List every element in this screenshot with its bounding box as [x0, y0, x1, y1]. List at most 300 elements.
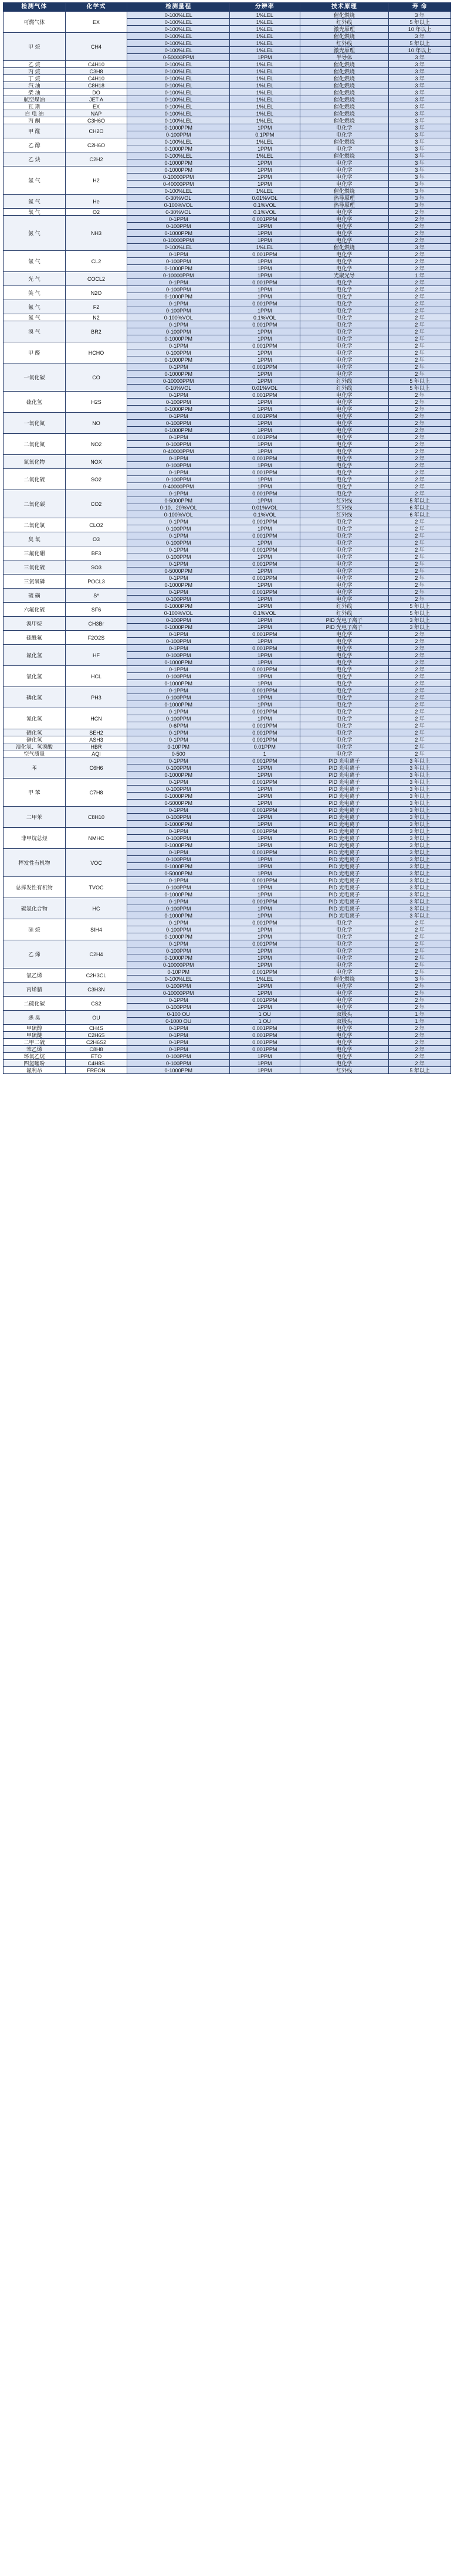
resolution-cell: 1PPM [230, 884, 300, 891]
resolution-cell: 0.01%VOL [230, 504, 300, 511]
gas-name-cell: 航空煤油 [4, 96, 66, 103]
detection-range-cell: 0-10、20%VOL [127, 504, 230, 511]
service-life-cell: 3 年 [389, 195, 451, 202]
chemical-formula-cell: ASH3 [65, 736, 127, 743]
resolution-cell: 1%LEL [230, 75, 300, 82]
technology-cell: 电化学 [300, 1060, 389, 1067]
resolution-cell: 0.001PPM [230, 968, 300, 976]
service-life-cell: 3 年以上 [389, 757, 451, 764]
service-life-cell: 2 年 [389, 406, 451, 413]
technology-cell: 电化学 [300, 525, 389, 532]
gas-name-cell: 瓦 斯 [4, 103, 66, 110]
technology-cell: 电化学 [300, 307, 389, 314]
gas-name-cell: 四氢噻吩 [4, 1060, 66, 1067]
resolution-cell: 1%LEL [230, 12, 300, 19]
detection-range-cell: 0-1PPM [127, 532, 230, 539]
gas-name-cell: 环氧乙烷 [4, 1053, 66, 1060]
resolution-cell: 1PPM [230, 933, 300, 940]
chemical-formula-cell: BR2 [65, 321, 127, 342]
technology-cell: 电化学 [300, 265, 389, 272]
service-life-cell: 2 年 [389, 546, 451, 553]
technology-cell: 催化燃烧 [300, 103, 389, 110]
chemical-formula-cell: C7H8 [65, 779, 127, 807]
detection-range-cell: 0-100PPM [127, 617, 230, 624]
gas-name-cell: 二甲二硫 [4, 1039, 66, 1046]
technology-cell: PID 光电离子 [300, 891, 389, 898]
detection-range-cell: 0-1PPM [127, 363, 230, 371]
service-life-cell: 2 年 [389, 434, 451, 441]
table-row [4, 152, 451, 159]
chemical-formula-cell: ETO [65, 1053, 127, 1060]
resolution-cell: 1PPM [230, 124, 300, 131]
resolution-cell: 0.001PPM [230, 722, 300, 729]
technology-cell: 电化学 [300, 673, 389, 680]
technology-cell: PID 光电离子 [300, 863, 389, 870]
gas-name-cell: 乙 烯 [4, 940, 66, 968]
detection-range-cell: 0-100PPM [127, 441, 230, 448]
technology-cell: 催化燃烧 [300, 96, 389, 103]
gas-name-cell: 三氧化硫 [4, 560, 66, 575]
chemical-formula-cell: HF [65, 645, 127, 666]
detection-range-cell: 0-1PPM [127, 1046, 230, 1053]
resolution-cell: 0.001PPM [230, 455, 300, 462]
service-life-cell: 2 年 [389, 314, 451, 321]
resolution-cell: 0.1%VOL [230, 202, 300, 209]
resolution-cell: 1%LEL [230, 33, 300, 40]
resolution-cell: 1PPM [230, 1067, 300, 1074]
table-row [4, 110, 451, 117]
service-life-cell: 2 年 [389, 997, 451, 1004]
detection-range-cell: 0-1000PPM [127, 356, 230, 363]
resolution-cell: 0.001PPM [230, 342, 300, 349]
detection-range-cell: 0-1PPM [127, 708, 230, 715]
detection-range-cell: 0-100%LEL [127, 152, 230, 159]
service-life-cell: 2 年 [389, 659, 451, 666]
service-life-cell: 2 年 [389, 356, 451, 363]
table-row [4, 708, 451, 715]
detection-range-cell: 0-100PPM [127, 286, 230, 293]
detection-range-cell: 0-1000PPM [127, 371, 230, 378]
detection-range-cell: 0-5000PPM [127, 567, 230, 575]
gas-name-cell: 丁 烷 [4, 75, 66, 82]
chemical-formula-cell: NAP [65, 110, 127, 117]
detection-range-cell: 0-1000PPM [127, 335, 230, 342]
chemical-formula-cell: SEH2 [65, 729, 127, 736]
resolution-cell: 1%LEL [230, 40, 300, 47]
technology-cell: 双极头 [300, 1018, 389, 1025]
table-row [4, 272, 451, 279]
service-life-cell: 3 年 [389, 12, 451, 19]
gas-name-cell: 三氯氧磷 [4, 575, 66, 589]
service-life-cell: 2 年 [389, 750, 451, 757]
resolution-cell: 1PPM [230, 420, 300, 427]
detection-range-cell: 0-100%LEL [127, 82, 230, 89]
technology-cell: 催化燃烧 [300, 68, 389, 75]
detection-range-cell: 0-1000PPM [127, 772, 230, 779]
service-life-cell: 2 年 [389, 933, 451, 940]
detection-range-cell: 0-100%VOL [127, 314, 230, 321]
resolution-cell: 1PPM [230, 265, 300, 272]
service-life-cell: 2 年 [389, 539, 451, 546]
table-row [4, 300, 451, 307]
service-life-cell: 2 年 [389, 371, 451, 378]
service-life-cell: 1 年 [389, 1018, 451, 1025]
resolution-cell: 1PPM [230, 582, 300, 589]
gas-name-cell: 硅 烷 [4, 919, 66, 940]
table-row [4, 1046, 451, 1053]
detection-range-cell: 0-1000PPM [127, 145, 230, 152]
chemical-formula-cell: C3H3N [65, 983, 127, 997]
detection-range-cell: 0-1000PPM [127, 427, 230, 434]
gas-name-cell: 甲 醛 [4, 124, 66, 138]
detection-range-cell: 0-100%LEL [127, 75, 230, 82]
gas-name-cell: 光 气 [4, 272, 66, 286]
technology-cell: 热导原理 [300, 202, 389, 209]
chemical-formula-cell: CO [65, 363, 127, 392]
gas-name-cell: 氯化氢 [4, 666, 66, 687]
detection-range-cell: 0-100PPM [127, 1004, 230, 1011]
gas-name-cell: 磷化氢 [4, 687, 66, 708]
gas-name-cell: 乙 烷 [4, 61, 66, 68]
service-life-cell: 3 年 [389, 188, 451, 195]
table-row [4, 560, 451, 567]
gas-name-cell: 白 电 油 [4, 110, 66, 117]
service-life-cell: 3 年 [389, 138, 451, 145]
technology-cell: PID 光电离子 [300, 898, 389, 905]
detection-range-cell: 0-100PPM [127, 694, 230, 701]
table-row [4, 983, 451, 990]
service-life-cell: 2 年 [389, 258, 451, 265]
technology-cell: 电化学 [300, 490, 389, 497]
gas-name-cell: 氰化氢 [4, 708, 66, 729]
table-row [4, 455, 451, 462]
technology-cell: 电化学 [300, 279, 389, 286]
technology-cell: 电化学 [300, 729, 389, 736]
technology-cell: 电化学 [300, 553, 389, 560]
table-row [4, 138, 451, 145]
resolution-cell: 1PPM [230, 1053, 300, 1060]
chemical-formula-cell: HCL [65, 666, 127, 687]
technology-cell: PID 光电离子 [300, 757, 389, 764]
table-row [4, 166, 451, 174]
detection-range-cell: 0-100%LEL [127, 47, 230, 54]
gas-name-cell: 溴甲烷 [4, 617, 66, 631]
technology-cell: 红外线 [300, 378, 389, 385]
chemical-formula-cell: CL2 [65, 251, 127, 272]
resolution-cell: 0.001PPM [230, 919, 300, 926]
detection-range-cell: 0-100PPM [127, 539, 230, 546]
resolution-cell: 1PPM [230, 567, 300, 575]
resolution-cell: 0.001PPM [230, 469, 300, 476]
gas-name-cell: 氟化氢 [4, 645, 66, 666]
chemical-formula-cell: COCL2 [65, 272, 127, 286]
detection-range-cell: 0-1PPM [127, 1025, 230, 1032]
detection-range-cell: 0-1PPM [127, 631, 230, 638]
service-life-cell: 2 年 [389, 715, 451, 722]
service-life-cell: 2 年 [389, 518, 451, 525]
service-life-cell: 2 年 [389, 694, 451, 701]
resolution-cell: 0.001PPM [230, 1032, 300, 1039]
resolution-cell: 0.001PPM [230, 631, 300, 638]
detection-range-cell: 0-100%LEL [127, 117, 230, 124]
technology-cell: 电化学 [300, 181, 389, 188]
service-life-cell: 2 年 [389, 582, 451, 589]
resolution-cell: 1PPM [230, 764, 300, 772]
technology-cell: 电化学 [300, 1039, 389, 1046]
chemical-formula-cell: H2 [65, 166, 127, 195]
table-row [4, 469, 451, 476]
gas-name-cell: 柴 油 [4, 89, 66, 96]
technology-cell: 电化学 [300, 209, 389, 216]
detection-range-cell: 0-100PPM [127, 715, 230, 722]
resolution-cell: 1%LEL [230, 110, 300, 117]
service-life-cell: 3 年 [389, 131, 451, 138]
service-life-cell: 2 年 [389, 293, 451, 300]
resolution-cell: 1PPM [230, 145, 300, 152]
technology-cell: 电化学 [300, 968, 389, 976]
technology-cell: 电化学 [300, 1004, 389, 1011]
detection-range-cell: 0-100%LEL [127, 68, 230, 75]
technology-cell: 电化学 [300, 518, 389, 525]
technology-cell: 电化学 [300, 582, 389, 589]
resolution-cell: 1PPM [230, 378, 300, 385]
detection-range-cell: 0-10000PPM [127, 378, 230, 385]
gas-name-cell: 丙 酮 [4, 117, 66, 124]
detection-range-cell: 0-1000PPM [127, 680, 230, 687]
service-life-cell: 3 年 [389, 61, 451, 68]
resolution-cell: 0.001PPM [230, 729, 300, 736]
technology-cell: 催化燃烧 [300, 75, 389, 82]
detection-range-cell: 0-1000PPM [127, 603, 230, 610]
service-life-cell: 3 年 [389, 166, 451, 174]
technology-cell: 电化学 [300, 954, 389, 961]
service-life-cell: 3 年 [389, 124, 451, 131]
detection-range-cell: 0-100PPM [127, 764, 230, 772]
technology-cell: 红外线 [300, 40, 389, 47]
resolution-cell: 1PPM [230, 166, 300, 174]
service-life-cell: 2 年 [389, 399, 451, 406]
chemical-formula-cell: C2H6S2 [65, 1039, 127, 1046]
chemical-formula-cell: TVOC [65, 877, 127, 898]
detection-range-cell: 0-1000PPM [127, 891, 230, 898]
detection-range-cell: 0-100PPM [127, 856, 230, 863]
table-row [4, 1032, 451, 1039]
service-life-cell: 3 年 [389, 82, 451, 89]
chemical-formula-cell: O2 [65, 209, 127, 216]
technology-cell: 电化学 [300, 462, 389, 469]
detection-range-cell: 0-1PPM [127, 560, 230, 567]
resolution-cell: 1PPM [230, 399, 300, 406]
resolution-cell: 1%LEL [230, 89, 300, 96]
technology-cell: 电化学 [300, 687, 389, 694]
technology-cell: PID 光电离子 [300, 772, 389, 779]
table-row [4, 413, 451, 420]
detection-range-cell: 0-100%LEL [127, 188, 230, 195]
resolution-cell: 0.001PPM [230, 392, 300, 399]
resolution-cell: 1PPM [230, 223, 300, 230]
service-life-cell: 5 年以上 [389, 40, 451, 47]
chemical-formula-cell: C2H6S [65, 1032, 127, 1039]
detection-range-cell: 0-1PPM [127, 736, 230, 743]
service-life-cell: 2 年 [389, 349, 451, 356]
detection-range-cell: 0-1PPM [127, 919, 230, 926]
resolution-cell: 1PPM [230, 230, 300, 237]
technology-cell: 电化学 [300, 750, 389, 757]
table-row [4, 96, 451, 103]
detection-range-cell: 0-1PPM [127, 940, 230, 947]
technology-cell: 催化燃烧 [300, 110, 389, 117]
gas-name-cell: 砷化氢 [4, 736, 66, 743]
detection-range-cell: 0-100PPM [127, 983, 230, 990]
table-row [4, 33, 451, 40]
service-life-cell: 2 年 [389, 209, 451, 216]
technology-cell: 电化学 [300, 230, 389, 237]
chemical-formula-cell: HCHO [65, 342, 127, 363]
service-life-cell: 2 年 [389, 279, 451, 286]
detection-range-cell: 0-100%LEL [127, 244, 230, 251]
detection-range-cell: 0-100%VOL [127, 202, 230, 209]
service-life-cell: 10 年以上 [389, 26, 451, 33]
service-life-cell: 2 年 [389, 940, 451, 947]
service-life-cell: 3 年以上 [389, 877, 451, 884]
table-row [4, 666, 451, 673]
resolution-cell: 1PPM [230, 659, 300, 666]
chemical-formula-cell: H2S [65, 392, 127, 413]
chemical-formula-cell: CH4 [65, 33, 127, 61]
service-life-cell: 2 年 [389, 300, 451, 307]
table-row [4, 1039, 451, 1046]
resolution-cell: 1PPM [230, 814, 300, 821]
resolution-cell: 1PPM [230, 673, 300, 680]
chemical-formula-cell: NO2 [65, 434, 127, 455]
resolution-cell: 1%LEL [230, 26, 300, 33]
resolution-cell: 1PPM [230, 905, 300, 912]
detection-range-cell: 0-100%LEL [127, 26, 230, 33]
detection-range-cell: 0-1000PPM [127, 793, 230, 800]
chemical-formula-cell: C6H6 [65, 757, 127, 779]
detection-range-cell: 0-1PPM [127, 392, 230, 399]
resolution-cell: 0.001PPM [230, 532, 300, 539]
table-row [4, 997, 451, 1004]
service-life-cell: 5 年以上 [389, 385, 451, 392]
detection-range-cell: 0-1000PPM [127, 842, 230, 849]
service-life-cell: 3 年以上 [389, 898, 451, 905]
detection-range-cell: 0-100PPM [127, 328, 230, 335]
resolution-cell: 0.001PPM [230, 546, 300, 553]
service-life-cell: 2 年 [389, 1025, 451, 1032]
resolution-cell: 1PPM [230, 293, 300, 300]
detection-range-cell: 0-100PPM [127, 553, 230, 560]
resolution-cell: 1PPM [230, 603, 300, 610]
gas-spec-table [3, 2, 451, 1074]
gas-name-cell: 三氟化硼 [4, 546, 66, 560]
detection-range-cell: 0-50000PPM [127, 54, 230, 61]
detection-range-cell: 0-10000PPM [127, 961, 230, 968]
table-row [4, 603, 451, 610]
detection-range-cell: 0-1000PPM [127, 406, 230, 413]
technology-cell: 电化学 [300, 237, 389, 244]
service-life-cell: 2 年 [389, 490, 451, 497]
detection-range-cell: 0-1PPM [127, 645, 230, 652]
service-life-cell: 2 年 [389, 532, 451, 539]
detection-range-cell: 0-100PPM [127, 814, 230, 821]
resolution-cell: 1PPM [230, 821, 300, 828]
resolution-cell: 1PPM [230, 159, 300, 166]
resolution-cell: 0.001PPM [230, 757, 300, 764]
resolution-cell: 0.001PPM [230, 575, 300, 582]
resolution-cell: 1PPM [230, 624, 300, 631]
service-life-cell: 5 年以上 [389, 610, 451, 617]
resolution-cell: 1PPM [230, 54, 300, 61]
chemical-formula-cell: BF3 [65, 546, 127, 560]
table-row [4, 877, 451, 884]
resolution-cell: 1PPM [230, 835, 300, 842]
gas-name-cell: 碳氢化合物 [4, 898, 66, 919]
gas-name-cell: 溴化氢、氢溴酸 [4, 743, 66, 750]
detection-range-cell: 0-1000PPM [127, 701, 230, 708]
resolution-cell: 1 OU [230, 1011, 300, 1018]
technology-cell: 催化燃烧 [300, 138, 389, 145]
technology-cell: 电化学 [300, 940, 389, 947]
service-life-cell: 3 年 [389, 33, 451, 40]
technology-cell: 电化学 [300, 567, 389, 575]
table-row [4, 546, 451, 553]
table-row [4, 743, 451, 750]
detection-range-cell: 0-100PPM [127, 926, 230, 933]
resolution-cell: 1PPM [230, 912, 300, 919]
technology-cell: PID 光电离子 [300, 828, 389, 835]
gas-name-cell: 丙烯腈 [4, 983, 66, 997]
table-row [4, 729, 451, 736]
table-row [4, 919, 451, 926]
detection-range-cell: 0-5000PPM [127, 800, 230, 807]
technology-cell: 电化学 [300, 131, 389, 138]
technology-cell: 电化学 [300, 652, 389, 659]
detection-range-cell: 0-100%LEL [127, 12, 230, 19]
gas-name-cell: 一氧化氮 [4, 413, 66, 434]
service-life-cell: 2 年 [389, 954, 451, 961]
technology-cell: 电化学 [300, 947, 389, 954]
service-life-cell: 2 年 [389, 743, 451, 750]
detection-range-cell: 0-1000PPM [127, 912, 230, 919]
gas-name-cell: 甲 烷 [4, 33, 66, 61]
chemical-formula-cell: CO2 [65, 490, 127, 518]
technology-cell: PID 光电离子 [300, 793, 389, 800]
technology-cell: 电化学 [300, 300, 389, 307]
service-life-cell: 3 年 [389, 174, 451, 181]
chemical-formula-cell: He [65, 195, 127, 209]
detection-range-cell: 0-100 OU [127, 1011, 230, 1018]
detection-range-cell: 0-100PPM [127, 905, 230, 912]
detection-range-cell: 0-1PPM [127, 687, 230, 694]
chemical-formula-cell: EX [65, 12, 127, 33]
chemical-formula-cell: C2H3CL [65, 968, 127, 983]
service-life-cell: 2 年 [389, 469, 451, 476]
technology-cell: 电化学 [300, 476, 389, 483]
gas-name-cell: 苯乙烯 [4, 1046, 66, 1053]
gas-name-cell: 甲硫醇 [4, 1025, 66, 1032]
chemical-formula-cell: SF6 [65, 603, 127, 617]
service-life-cell: 3 年以上 [389, 856, 451, 863]
table-row [4, 209, 451, 216]
service-life-cell: 2 年 [389, 560, 451, 567]
service-life-cell: 2 年 [389, 666, 451, 673]
technology-cell: 电化学 [300, 1032, 389, 1039]
technology-cell: PID 光电离子 [300, 779, 389, 786]
technology-cell: PID 光电离子 [300, 905, 389, 912]
resolution-cell: 1PPM [230, 652, 300, 659]
service-life-cell: 2 年 [389, 947, 451, 954]
